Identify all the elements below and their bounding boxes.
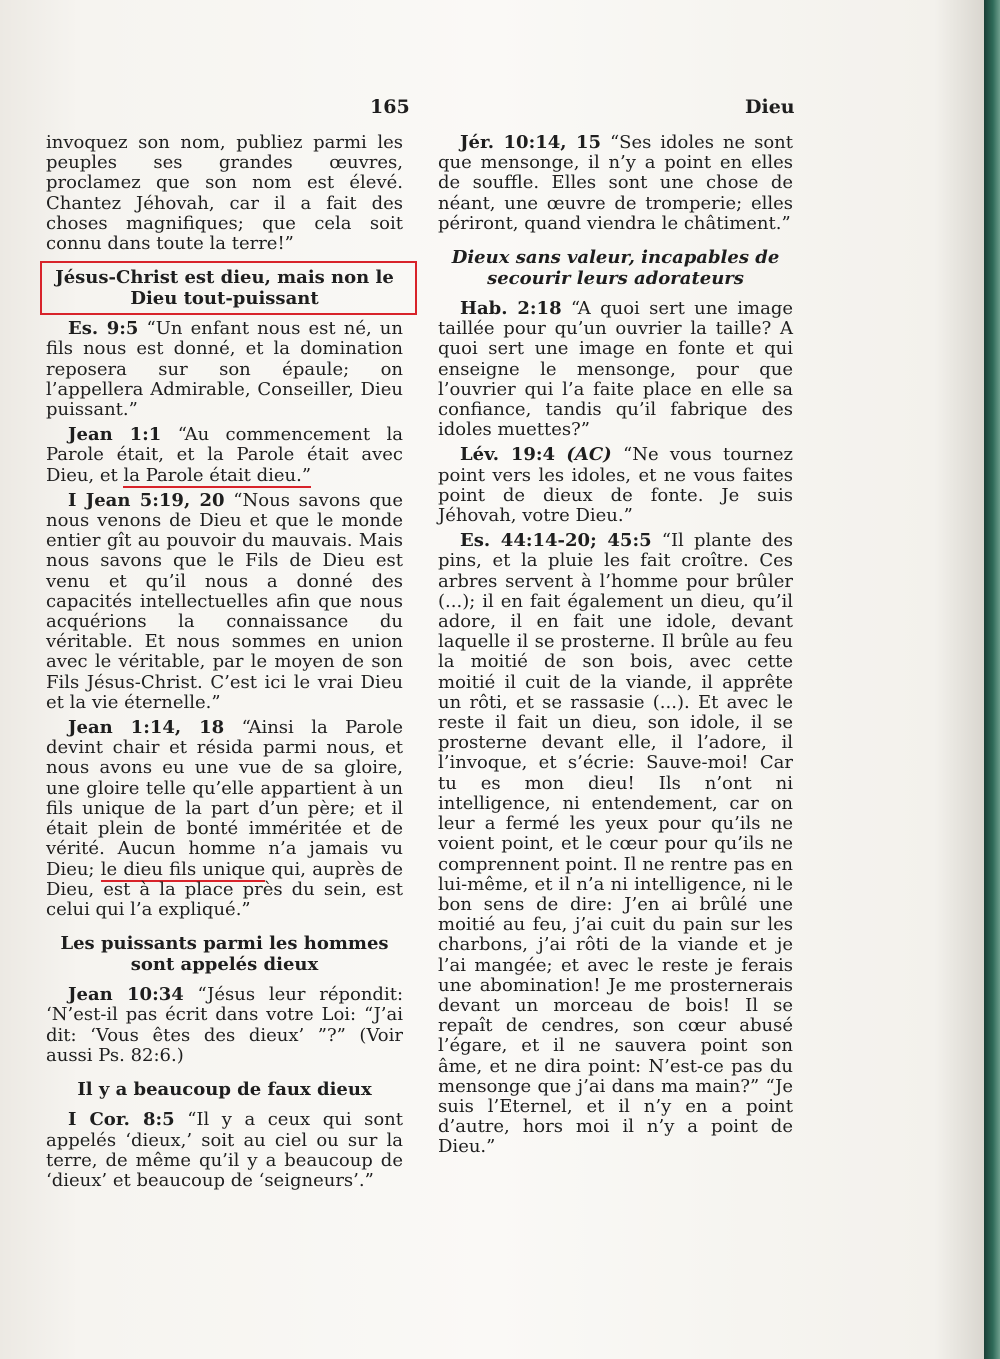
verse-text: “Il plante des pins, et la pluie les fait croître. Ces arbres servent à l’homme pour brûler (...); il en fait également un dieu, qu’il adore, il en fait une idole, devant laquelle il se prosterne. Il brûle au feu la moitié de son bois, avec cette moitié il cuit de la viande, il apprête un rôti, et se rassasie (...). Et avec le reste il fait un dieu, son idole, il se prosterne devant elle, il l’adore, il l’invoque, et s’écrie: Sauve-moi! Car tu es mon dieu! Ils n’ont ni intelligence, ni entendement, car on leur a fermé les yeux pour qu’ils ne voient point, et le cœur pour qu’ils ne comprennent point. Il ne rentre pas en lui-même, et il n’a ni intelligence, ni le bon sens de dire: J’en ai brûlé une moitié au feu, j’ai cuit du pain sur les charbons, j’ai rôti de la viande et je l’ai mangée; et avec le reste je ferais une abomination! Je me prosternerais devant un morceau de bois! Il se repaît de cendres, son cœur abusé l’égare, et il ne sauvera point son âme, et ne dira point: N’est-ce pas du mensonge que j’ai dans ma main?” “Je suis l’Eternel, et il n’y en a point d’autre, hors moi il n’y a point de Dieu.” [438, 530, 793, 1158]
verse-paragraph [46, 491, 403, 713]
verse-text: “Ne vous tournez point vers les idoles, et ne vous faites point de dieux de fonte. Je suis Jéhovah, votre Dieu.” [438, 444, 793, 527]
running-head: Dieu [745, 96, 795, 118]
verse-paragraph [438, 445, 793, 526]
verse-text: “Jésus leur répondit: ‘N’est-il pas écrit dans votre Loi: “J’ai dit: ‘Vous êtes des dieux’ ”?” (Voir aussi Ps. 82:6.) [46, 984, 404, 1066]
book-binding-edge [984, 0, 1000, 1359]
scripture-ref: Jean 1:14, 18 [68, 717, 225, 739]
scripture-ref: Es. 9:5 [68, 318, 139, 340]
section-heading-faux-dieux: Il y a beaucoup de faux dieux [77, 1078, 372, 1100]
scripture-ref: Jér. 10:14, 15 [460, 132, 602, 153]
verse-text: “Ses idoles ne sont que mensonge, il n’y a point en elles de souffle. Elles sont une chose de néant, une œuvre de tromperie; elles périront, quand viendra le châtiment.” [438, 132, 793, 234]
right-column [438, 133, 793, 1163]
red-underline-annotation: la Parole était dieu.” [123, 464, 312, 486]
left-column [46, 133, 403, 1196]
verse-paragraph [438, 531, 793, 1157]
verse-text: “A quoi sert une image taillée pour qu’un ouvrier la taille? A quoi sert une image en fonte et qui enseigne le mensonge, pour que l’ouvrier qui l’a faite place en elle sa confiance, tandis qu’il fabrique des idoles muettes?” [438, 298, 793, 441]
verse-paragraph [46, 985, 403, 1066]
section-heading-dieux-sans-valeur: Dieux sans valeur, incapables de secourir leurs adorateurs [451, 247, 780, 289]
verse-text: “Nous savons que nous venons de Dieu et que le monde entier gît au pouvoir du mauvais. Mais nous savons que le Fils de Dieu est venu et qu’il nous a donné des capacités intellectuelles afin que nous acquérions la connaissance du véritable. Et nous sommes en union avec le véritable, par le moyen de son Fils Jésus-Christ. C’est ici le vrai Dieu et la vie éternelle.” [46, 489, 403, 713]
version-abbrev: (AC) [566, 444, 612, 466]
red-underline-annotation: le dieu fils unique [100, 858, 266, 880]
section-heading-puissants: Les puissants parmi les hommes sont appelés dieux [60, 933, 389, 975]
paragraph-text: invoquez son nom, publiez parmi les peuples ses grandes œuvres, proclamez que son nom est élevé. Chantez Jéhovah, car il a fait des choses magnifiques; que cela soit connu dans toute la terre!” [46, 132, 403, 255]
verse-text: qui, auprès de Dieu, est à la place près du sein, est celui qui l’a expliqué.” [46, 858, 403, 920]
scripture-ref: Hab. 2:18 [460, 298, 562, 320]
red-annotation-box [40, 261, 417, 315]
scripture-ref: Jean 1:1 [68, 424, 162, 446]
verse-text: “Ainsi la Parole devint chair et résida parmi nous, et nous avons eu une vue de sa gloire, une gloire telle qu’elle appartient à un fils unique de la part d’un père; et il était plein de bonté imméritée et de vérité. Aucun homme n’a jamais vu Dieu; [46, 717, 403, 880]
verse-paragraph [438, 133, 793, 234]
heading-text: Jésus-Christ est dieu, mais non le Dieu tout-puissant [55, 267, 394, 309]
verse-paragraph [46, 718, 403, 920]
verse-paragraph [438, 299, 793, 440]
verse-text: “Au commencement la Parole était, et la Parole était avec Dieu, et [46, 424, 403, 486]
scripture-ref: I Jean 5:19, 20 [68, 489, 225, 511]
scripture-ref: Jean 10:34 [68, 984, 184, 1006]
section-heading-jesus-christ [46, 265, 403, 311]
scripture-ref: Lév. 19:4 [460, 444, 556, 466]
paragraph [46, 133, 403, 254]
page-number: 165 [370, 96, 410, 118]
scripture-ref: I Cor. 8:5 [68, 1109, 175, 1131]
verse-text: “Un enfant nous est né, un fils nous est donné, et la domination reposera sur son épaule; on l’appellera Admirable, Conseiller, Dieu puissant.” [46, 318, 403, 421]
scripture-ref: Es. 44:14-20; 45:5 [460, 530, 652, 552]
verse-paragraph [46, 1110, 403, 1191]
verse-text: “Il y a ceux qui sont appelés ‘dieux,’ soit au ciel ou sur la terre, de même qu’il y a beaucoup de ‘dieux’ et beaucoup de ‘seigneurs’.” [46, 1109, 403, 1192]
verse-paragraph [46, 425, 403, 486]
verse-paragraph [46, 319, 403, 420]
